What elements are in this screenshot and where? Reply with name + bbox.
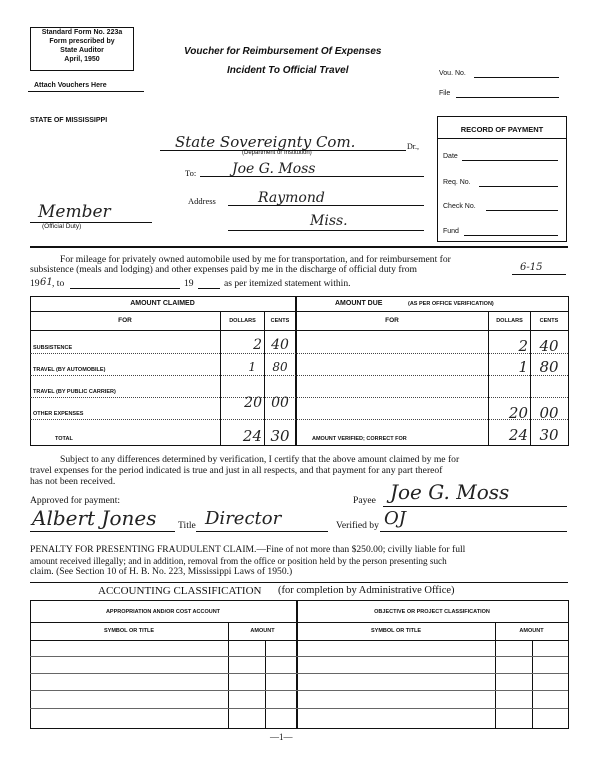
objective-header: OBJECTIVE OR PROJECT CLASSIFICATION (374, 609, 490, 615)
amount-claimed-title: AMOUNT CLAIMED (130, 300, 195, 307)
voucher-subtitle: Incident To Official Travel (227, 65, 349, 76)
duty-label: (Official Duty) (42, 223, 82, 230)
appropriation-header: APPROPRIATION AND/OR COST ACCOUNT (105, 609, 221, 615)
address-line1: Raymond (258, 190, 325, 206)
amount-due-title: AMOUNT DUE (335, 300, 383, 307)
due-dollars-automobile: 1 (518, 358, 528, 376)
record-date: Date (443, 153, 458, 160)
address-label: Address (188, 196, 216, 206)
voucher-title: Voucher for Reimbursement Of Expenses (184, 46, 382, 57)
due-cents-other: 00 (539, 404, 559, 422)
address-line2: Miss. (310, 213, 348, 229)
due-dollars-header: DOLLARS (496, 318, 523, 324)
form-date: April, 1950 (64, 56, 100, 63)
verified-label: Verified by (336, 520, 379, 531)
title-value: Director (205, 508, 282, 529)
claimed-for-header: FOR (118, 317, 132, 324)
claimed-dollars-subsistence: 2 (253, 337, 262, 353)
due-dollars-other: 20 (508, 404, 528, 422)
intro-year-prefix: 19 (30, 278, 40, 289)
penalty-line1: PENALTY FOR PRESENTING FRAUDULENT CLAIM.—Fine of not more than $250.00; civilly liable for full (30, 544, 466, 555)
verified-correct-label: AMOUNT VERIFIED; CORRECT FOR (312, 436, 407, 442)
claimed-dollars-total: 24 (242, 427, 262, 445)
state-label: STATE OF MISSISSIPPI (30, 117, 108, 124)
verified-signature: OJ (384, 508, 406, 529)
department-suffix: Dr., (407, 142, 419, 151)
form-auditor: State Auditor (60, 47, 104, 54)
claimed-cents-automobile: 80 (272, 360, 288, 374)
due-cents-total: 30 (539, 426, 559, 444)
claimed-dollars-header: DOLLARS (229, 318, 256, 324)
intro-line1: For mileage for privately owned automobile used by me for transportation, and for reimbursement for (60, 254, 451, 265)
approved-label: Approved for payment: (30, 495, 121, 506)
accounting-title: ACCOUNTING CLASSIFICATION (98, 585, 262, 597)
department-value: State Sovereignty Com. (175, 133, 356, 151)
right-symbol-header: SYMBOL OR TITLE (370, 628, 421, 634)
payee-label: Payee (353, 495, 376, 506)
row-label-other-expenses: OTHER EXPENSES (33, 411, 84, 417)
claimed-cents-other: 00 (271, 395, 289, 411)
penalty-line3: claim. (See Section 10 of H. B. No. 223, Mississippi Laws of 1950.) (30, 566, 293, 577)
voucher-number-label: Vou. No. (439, 70, 466, 77)
row-label-automobile: TRAVEL (BY AUTOMOBILE) (33, 367, 106, 373)
left-symbol-header: SYMBOL OR TITLE (103, 628, 154, 634)
intro-line2: subsistence (meals and lodging) and other expenses paid by me in the discharge of official duty from (30, 264, 418, 275)
form-number: Standard Form No. 223a (41, 29, 123, 36)
record-title: RECORD OF PAYMENT (460, 125, 544, 134)
payee-signature: Joe G. Moss (390, 480, 510, 504)
claimed-dollars-other: 20 (244, 395, 262, 411)
row-label-subsistence: SUBSISTENCE (33, 345, 73, 351)
record-req-no: Req. No. (443, 179, 471, 186)
intro-end: as per itemized statement within. (224, 278, 351, 289)
accounting-subtitle: (for completion by Administrative Office) (278, 585, 455, 596)
page-number: —1— (270, 732, 293, 742)
penalty-line2: amount received illegally; and in addition, removal from the office or position held by the person presenting such (30, 556, 447, 566)
right-amount-header: AMOUNT (519, 628, 544, 634)
due-cents-automobile: 80 (539, 358, 559, 376)
record-check-no: Check No. (443, 203, 476, 210)
approver-signature: Albert Jones (32, 506, 157, 530)
due-dollars-total: 24 (508, 426, 528, 444)
duty-value: Member (38, 202, 111, 222)
due-for-header: FOR (385, 317, 399, 324)
claimed-cents-subsistence: 40 (271, 337, 289, 353)
due-dollars-subsistence: 2 (518, 337, 528, 355)
certify-line3: has not been received. (30, 476, 116, 487)
row-label-public-carrier: TRAVEL (BY PUBLIC CARRIER) (33, 389, 116, 395)
claimed-dollars-automobile: 1 (248, 360, 256, 374)
intro-from-value: 6-15 (520, 262, 543, 273)
intro-mid-19: 19 (184, 278, 194, 289)
title-label: Title (178, 520, 196, 531)
due-cents-header: CENTS (539, 318, 559, 324)
row-label-total: TOTAL (55, 436, 73, 442)
due-cents-subsistence: 40 (539, 337, 559, 355)
intro-year-value: 61 (40, 277, 53, 288)
accounting-table (30, 600, 569, 729)
certify-line2: travel expenses for the period indicated is true and just in all respects, and that payment for any part thereof (30, 465, 443, 476)
left-amount-header: AMOUNT (250, 628, 275, 634)
department-label: (Department or Institution) (242, 150, 312, 156)
attach-vouchers: Attach Vouchers Here (34, 82, 107, 89)
amount-due-note: (AS PER OFFICE VERIFICATION) (408, 301, 494, 307)
record-fund: Fund (443, 228, 459, 235)
certify-line1: Subject to any differences determined by verification, I certify that the above amount claimed by me for (60, 454, 460, 465)
form-prescribed: Form prescribed by (49, 38, 115, 45)
file-label: File (439, 90, 451, 97)
to-value: Joe G. Moss (232, 161, 316, 177)
claimed-cents-total: 30 (270, 427, 290, 445)
intro-to-word: , to (52, 278, 65, 289)
claimed-cents-header: CENTS (270, 318, 290, 324)
to-label: To: (185, 168, 197, 178)
